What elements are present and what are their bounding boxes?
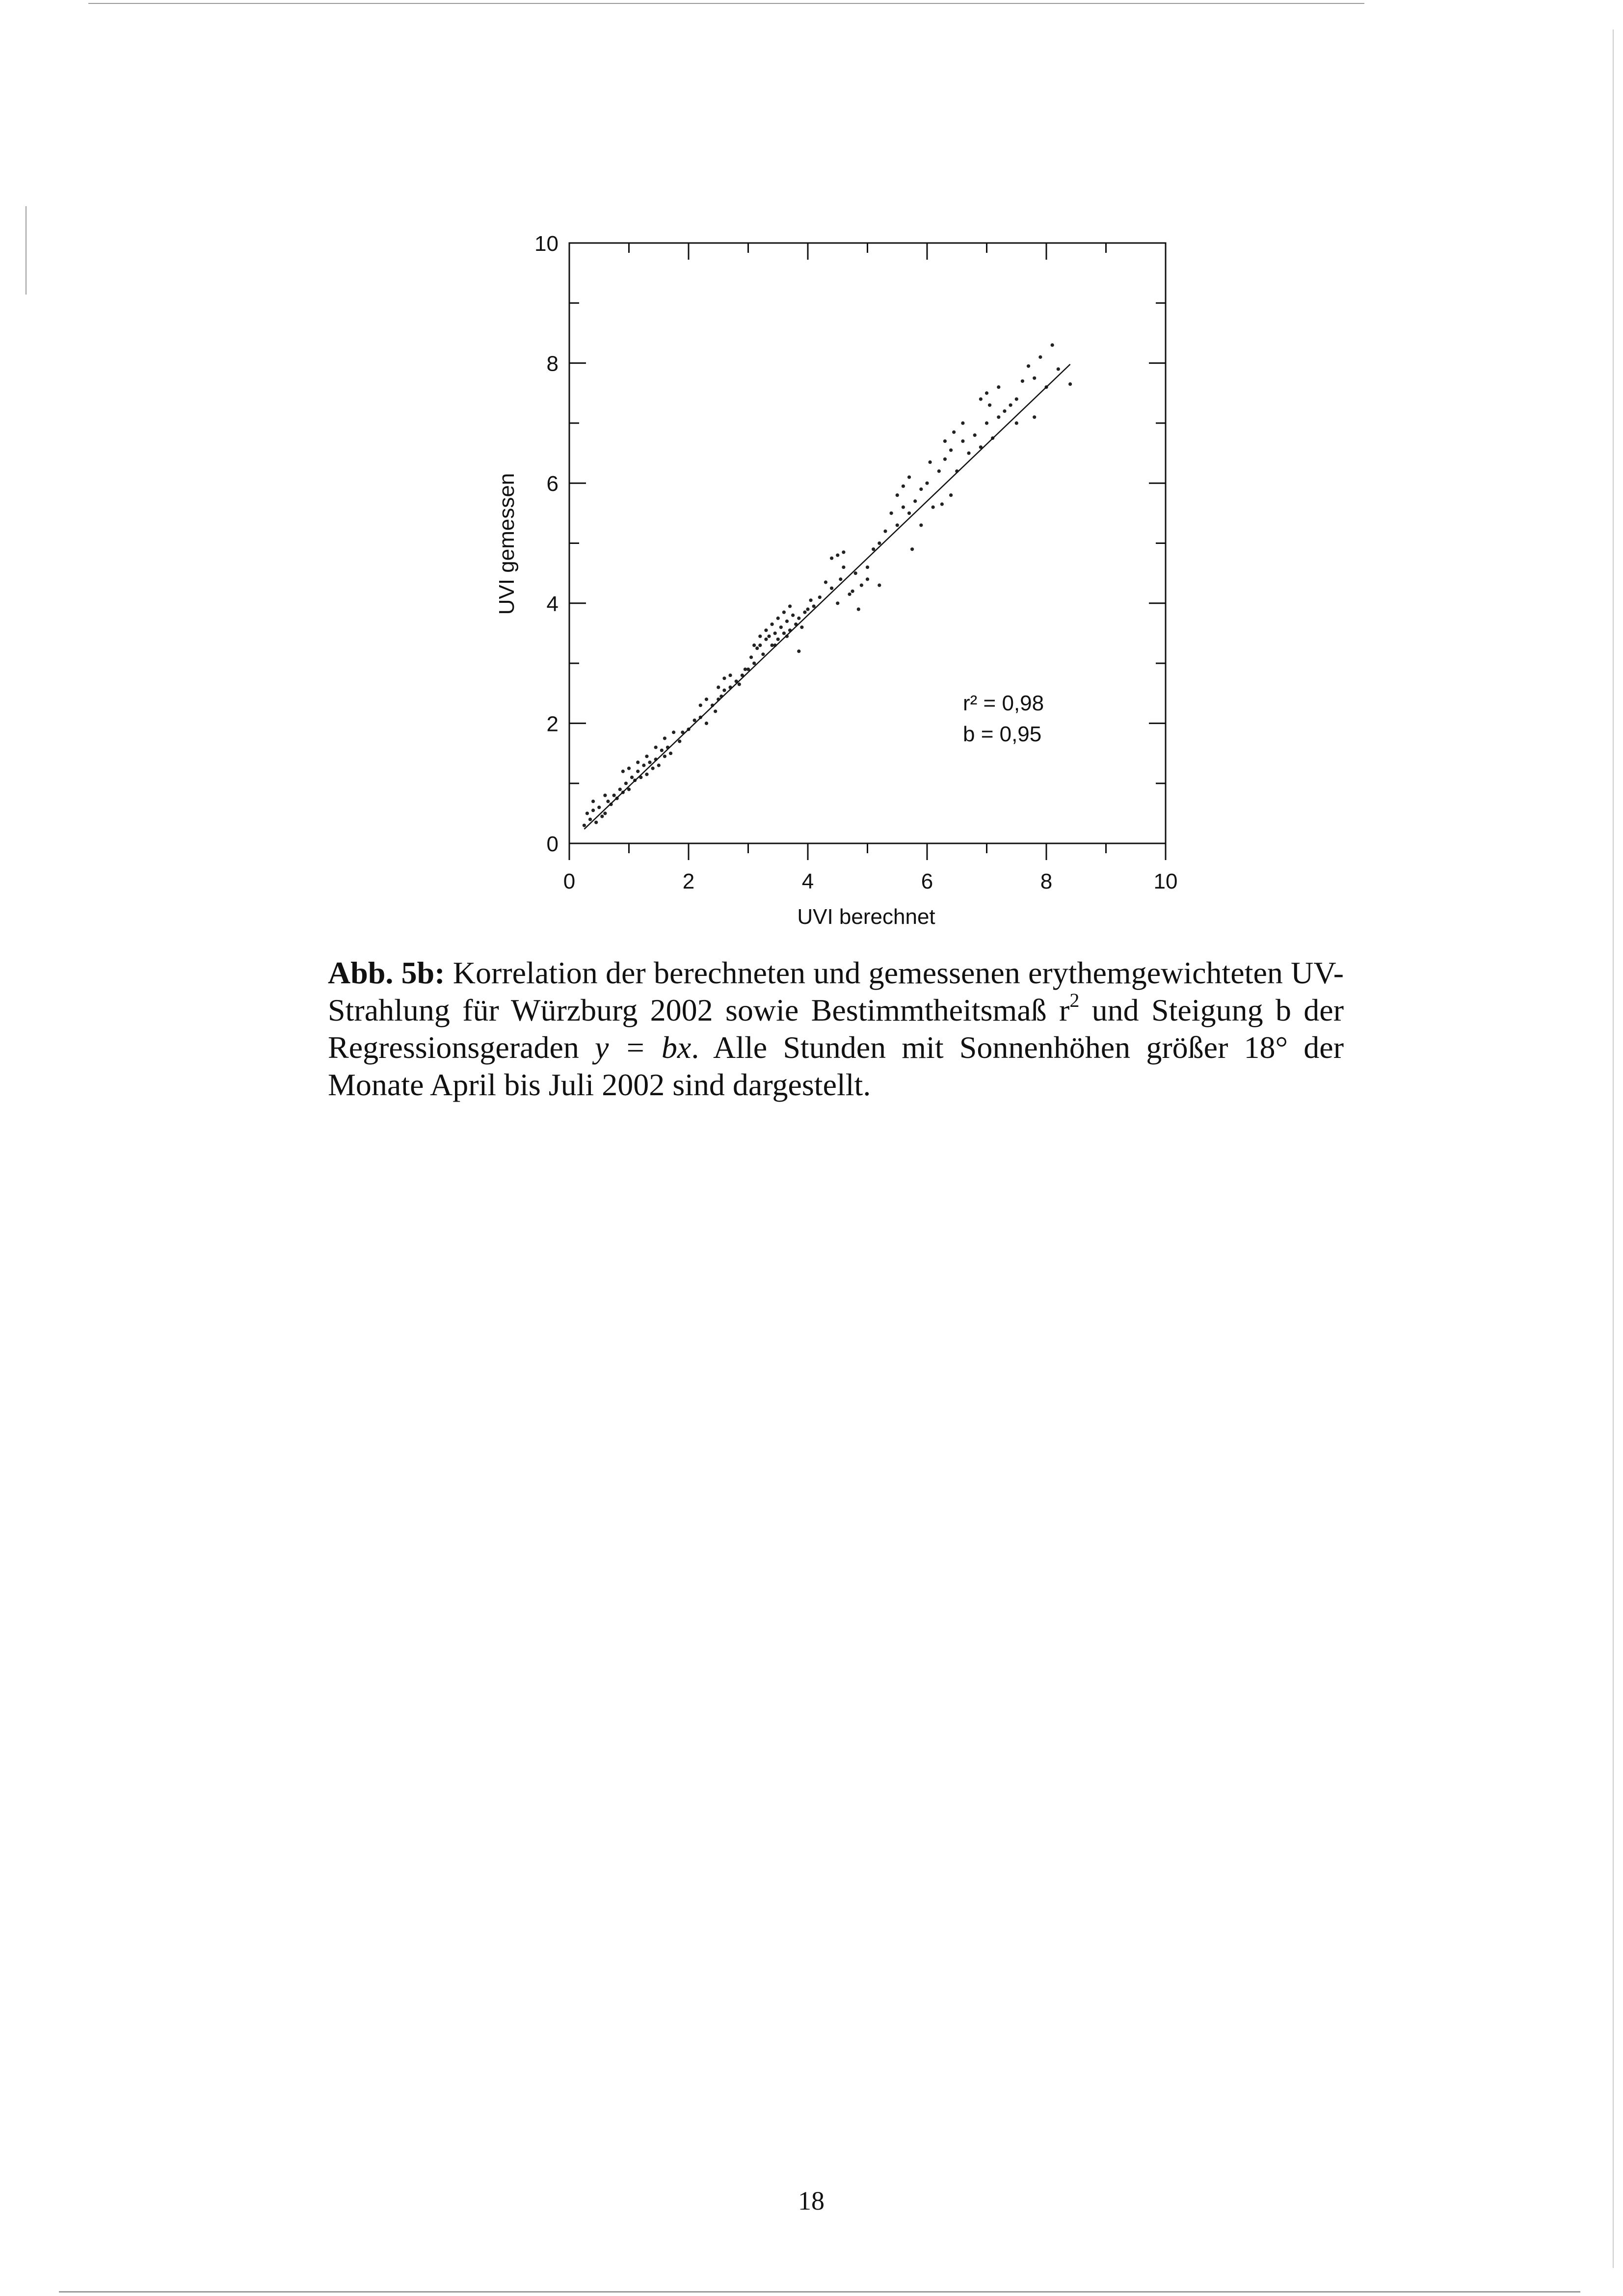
- data-point: [728, 674, 732, 677]
- tick-labels: [534, 232, 1177, 893]
- regression-line: [584, 364, 1070, 829]
- data-point: [803, 611, 806, 614]
- data-point: [767, 634, 771, 638]
- data-point: [1033, 377, 1036, 380]
- data-point: [830, 587, 833, 590]
- data-point: [705, 722, 708, 725]
- data-point: [603, 811, 607, 815]
- data-point: [755, 647, 759, 650]
- data-point: [636, 770, 639, 773]
- data-point: [836, 553, 839, 557]
- annotation-r-squared: r² = 0,98: [963, 691, 1044, 715]
- data-point: [872, 547, 875, 551]
- data-point: [866, 566, 869, 569]
- scan-border-right: [1613, 29, 1614, 2268]
- data-point: [1015, 421, 1018, 425]
- data-point: [771, 622, 774, 626]
- data-point: [797, 649, 800, 653]
- data-point: [919, 523, 923, 527]
- data-point: [785, 620, 789, 623]
- data-point: [961, 421, 964, 425]
- data-point: [636, 760, 639, 764]
- data-point: [669, 752, 672, 755]
- data-point: [857, 607, 860, 611]
- data-point: [648, 760, 651, 764]
- data-point: [651, 767, 655, 770]
- data-point: [1021, 379, 1024, 383]
- data-point: [842, 550, 845, 554]
- data-point: [1003, 409, 1006, 413]
- data-point: [699, 703, 702, 707]
- data-point: [606, 800, 610, 803]
- data-point: [1057, 367, 1060, 371]
- figure-caption: [328, 954, 1344, 1104]
- data-point: [705, 698, 708, 701]
- data-point: [761, 652, 765, 656]
- data-point: [758, 644, 762, 647]
- data-point: [890, 512, 893, 515]
- data-point: [979, 397, 983, 401]
- x-tick-label: 8: [1040, 869, 1053, 893]
- data-point: [806, 607, 809, 611]
- data-point: [1038, 355, 1042, 359]
- data-point: [961, 439, 964, 443]
- axis-ticks: [569, 243, 1166, 860]
- data-point: [630, 776, 634, 779]
- data-point: [913, 499, 917, 503]
- caption-superscript: 2: [1069, 989, 1080, 1011]
- data-points: [583, 343, 1072, 827]
- data-point: [907, 475, 911, 479]
- data-point: [928, 460, 931, 464]
- data-point: [657, 763, 661, 767]
- data-point: [902, 485, 905, 488]
- x-tick-label: 0: [563, 869, 576, 893]
- data-point: [910, 547, 914, 551]
- data-point: [818, 595, 822, 599]
- data-point: [788, 604, 792, 608]
- data-point: [749, 655, 753, 659]
- regression-line-group: [584, 364, 1070, 829]
- data-point: [1033, 415, 1036, 419]
- x-tick-label: 2: [682, 869, 695, 893]
- data-point: [1027, 364, 1030, 368]
- data-point: [878, 584, 881, 587]
- data-point: [812, 604, 816, 608]
- plot-frame: [569, 243, 1166, 843]
- scan-border-top: [88, 3, 1364, 4]
- data-point: [997, 385, 1000, 389]
- data-point: [949, 448, 953, 452]
- data-point: [902, 506, 905, 509]
- data-point: [782, 631, 786, 635]
- data-point: [779, 625, 783, 629]
- data-point: [896, 523, 899, 527]
- data-point: [1015, 397, 1018, 401]
- data-point: [678, 739, 681, 743]
- data-point: [937, 469, 941, 473]
- data-point: [836, 601, 839, 605]
- data-point: [645, 755, 648, 758]
- data-point: [866, 577, 869, 581]
- x-tick-label: 6: [921, 869, 933, 893]
- data-point: [752, 662, 756, 665]
- data-point: [645, 773, 648, 776]
- data-point: [952, 431, 956, 434]
- caption-label: Abb. 5b:: [328, 955, 445, 990]
- data-point: [627, 767, 631, 770]
- data-point: [940, 502, 944, 506]
- data-point: [782, 611, 786, 614]
- data-point: [585, 811, 589, 815]
- data-point: [722, 676, 726, 680]
- data-point: [883, 529, 887, 533]
- data-point: [931, 506, 935, 509]
- data-point: [603, 794, 607, 797]
- y-tick-label: 4: [546, 592, 559, 616]
- data-point: [776, 638, 780, 641]
- data-point: [809, 598, 812, 602]
- x-axis-label: UVI berechnet: [797, 905, 935, 929]
- data-point: [943, 458, 947, 461]
- data-point: [764, 628, 768, 632]
- data-point: [842, 566, 845, 569]
- data-point: [985, 391, 988, 395]
- data-point: [738, 682, 741, 686]
- data-point: [663, 755, 666, 758]
- data-point: [791, 614, 795, 617]
- y-tick-label: 10: [534, 232, 559, 256]
- scatter-chart: [0, 0, 1623, 933]
- caption-text-1: Korrelation der berechneten und gemessenen erythemgewichteten UV-Strahlung für Würzburg 2002 sowie Bestimmtheitsmaß r: [328, 955, 1344, 1027]
- data-point: [988, 404, 991, 407]
- data-point: [752, 644, 756, 647]
- annotation-slope: b = 0,95: [963, 722, 1042, 746]
- data-point: [583, 824, 586, 827]
- data-point: [1009, 404, 1012, 407]
- data-point: [1051, 343, 1054, 347]
- data-point: [997, 415, 1000, 419]
- data-point: [907, 512, 911, 515]
- data-point: [797, 617, 800, 620]
- data-point: [618, 787, 622, 791]
- data-point: [654, 746, 658, 749]
- data-point: [660, 749, 664, 752]
- data-point: [672, 730, 675, 734]
- x-tick-label: 4: [801, 869, 814, 893]
- data-point: [1068, 382, 1072, 386]
- page-number: 18: [798, 2186, 825, 2215]
- data-point: [967, 451, 970, 455]
- data-point: [693, 719, 696, 722]
- data-point: [949, 493, 953, 497]
- caption-text-3: . Alle Stunden mit Sonnenhöhen größer 18° der Monate April bis Juli 2002 sind dargestellt.: [328, 1030, 1344, 1102]
- y-tick-label: 8: [546, 351, 559, 376]
- data-point: [919, 487, 923, 491]
- data-point: [624, 782, 628, 785]
- y-tick-label: 2: [546, 712, 559, 736]
- data-point: [824, 580, 827, 584]
- y-tick-label: 6: [546, 472, 559, 496]
- data-point: [717, 685, 720, 689]
- data-point: [878, 541, 881, 545]
- data-point: [758, 634, 762, 638]
- data-point: [830, 556, 833, 560]
- data-point: [591, 800, 595, 803]
- data-point: [594, 821, 598, 824]
- data-point: [663, 736, 666, 740]
- data-point: [776, 617, 780, 620]
- data-point: [854, 571, 857, 575]
- data-point: [860, 584, 863, 587]
- data-point: [800, 625, 803, 629]
- data-point: [896, 493, 899, 497]
- data-point: [943, 439, 947, 443]
- data-point: [722, 689, 726, 692]
- data-point: [714, 709, 717, 713]
- data-point: [773, 631, 777, 635]
- caption-formula: y = bx: [595, 1030, 692, 1065]
- data-point: [764, 638, 768, 641]
- data-point: [925, 482, 929, 485]
- caption-text-2: und Steigung b der Regressionsgeraden: [328, 993, 1344, 1065]
- data-point: [591, 809, 595, 812]
- data-point: [597, 806, 601, 809]
- data-point: [642, 763, 645, 767]
- x-tick-label: 10: [1153, 869, 1178, 893]
- data-point: [588, 817, 592, 821]
- scan-border-left: [26, 206, 27, 295]
- scan-border-bottom: [59, 2291, 1580, 2293]
- data-point: [600, 814, 604, 818]
- data-point: [848, 593, 851, 596]
- data-point: [973, 433, 977, 437]
- data-point: [839, 577, 842, 581]
- data-point: [621, 770, 625, 773]
- data-point: [985, 421, 988, 425]
- y-tick-label: 0: [546, 832, 559, 856]
- plot-border: [569, 243, 1166, 843]
- data-point: [851, 590, 854, 593]
- data-point: [612, 794, 616, 797]
- y-axis-label: UVI gemessen: [495, 473, 519, 615]
